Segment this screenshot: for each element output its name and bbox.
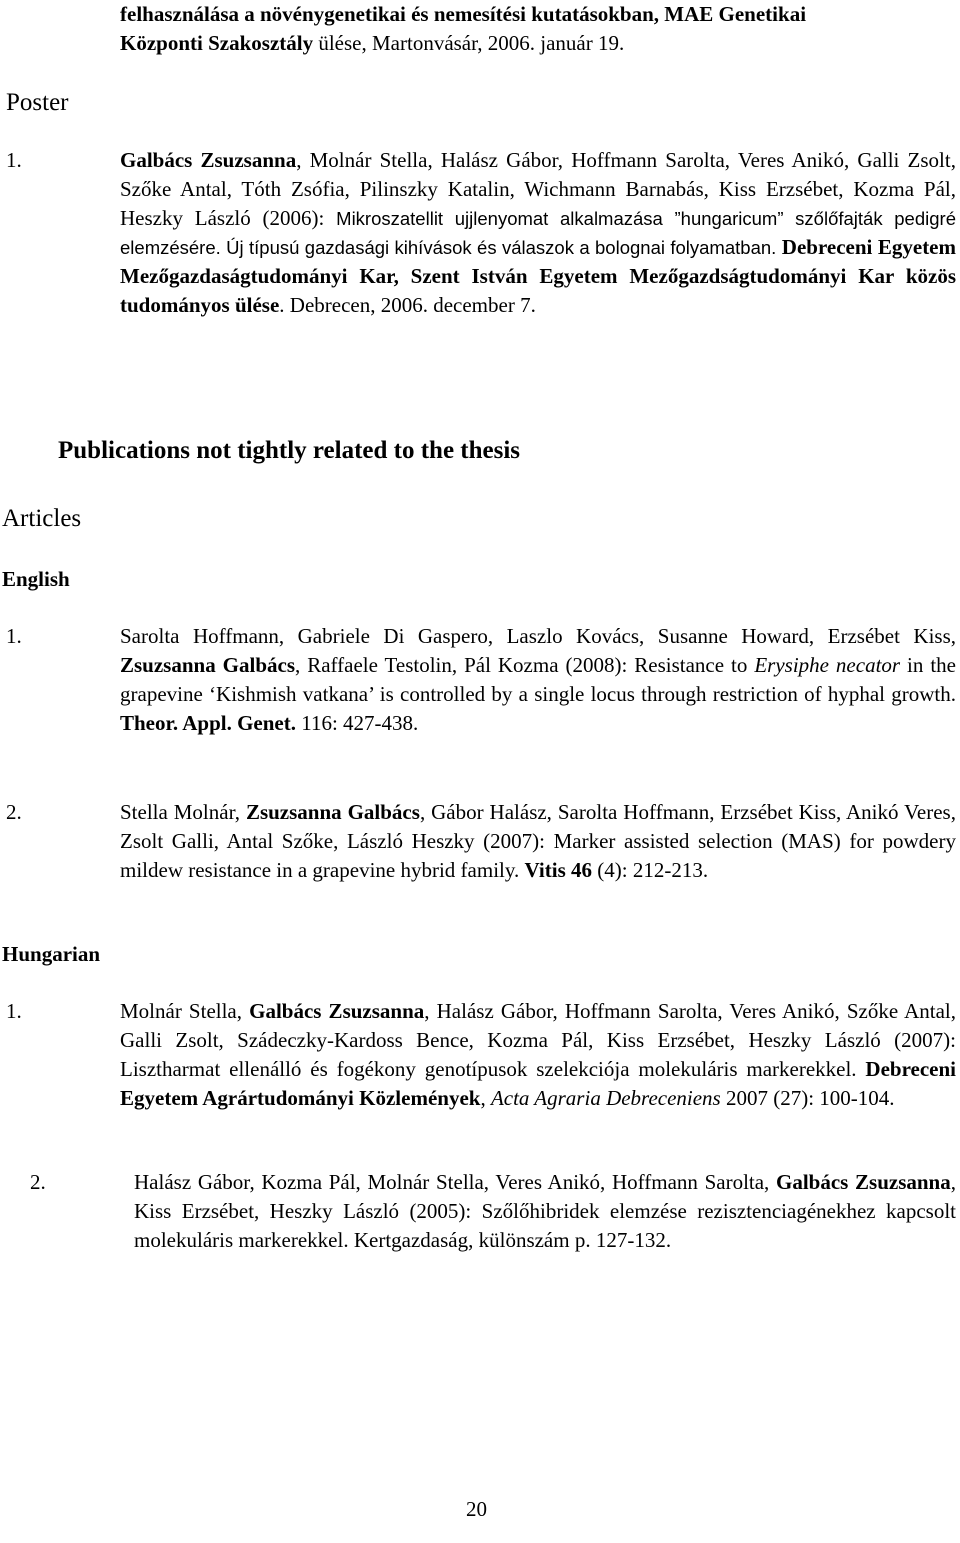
poster-item-authors-bold: Galbács Zsuzsanna [120,148,297,172]
hungarian-item [120,997,956,1113]
poster-item-title: Mikroszatellit ujjlenyomat alkalmazása ”hungaricum” szőlőfajták pedigré elemzésére. Új típusú gazdasági kihívások és válaszok a bolognai folyamatban. [120,208,956,258]
hungarian-item-text: , [480,1086,491,1110]
english-heading: English [2,567,70,591]
hungarian-item-text: Molnár Stella, [120,999,250,1023]
english-item-text: in the grapevine ‘Kishmish vatkana’ is controlled by a single locus through restriction of hyphal growth. [120,653,956,706]
english-item-number: 1. [6,624,22,648]
publications-heading: Publications not tightly related to the thesis [58,437,521,464]
page-number: 20 [466,1497,487,1521]
continued-reference-bold: felhasználása a növénygenetikai és nemesítési kutatásokban, MAE Genetikai [120,2,807,26]
hungarian-item-text: 2007 (27): 100-104. [720,1086,895,1110]
hungarian-item-number: 1. [6,999,22,1023]
articles-heading: Articles [2,505,82,532]
poster-item [120,146,956,320]
hungarian-item [134,1168,956,1255]
english-item-species-italic: Erysiphe necator [754,653,901,677]
english-item-number: 2. [6,800,22,824]
continued-reference [120,0,956,58]
hungarian-item-text: Halász Gábor, Kozma Pál, Molnár Stella, Veres Anikó, Hoffmann Sarolta, [134,1170,776,1194]
hungarian-heading: Hungarian [2,942,101,966]
english-item [120,798,956,885]
hungarian-item-number: 2. [30,1170,46,1194]
hungarian-item-journal-italic: Acta Agraria Debreceniens [490,1086,721,1110]
continued-reference-rest: ülése, Martonvásár, 2006. január 19. [313,31,625,55]
english-item-author-bold: Zsuzsanna Galbács [245,800,420,824]
poster-item-authors: , Molnár Stella, Halász Gábor, Hoffmann Sarolta, Veres Anikó, Galli Zsolt, Szőke Antal, Tóth Zsófia, Pilinszky Katalin, Wichmann Barnabás, Kiss Erzsébet, Kozma Pál, Heszky László (2006): [120,148,956,230]
hungarian-item-author-bold: Galbács Zsuzsanna [776,1170,951,1194]
poster-item-venue: . Debrecen, 2006. december 7. [279,293,536,317]
english-item-author-bold: Zsuzsanna Galbács [120,653,296,677]
english-item-text: Stella Molnár, [120,800,246,824]
english-item-text: , Gábor Halász, Sarolta Hoffmann, Erzsébet Kiss, Anikó Veres, Zsolt Galli, Antal Szőke, László Heszky (2007): Marker assisted selection (MAS) for powdery mildew resistance in a grapevine hybrid family. [120,800,956,882]
english-item [120,622,956,738]
hungarian-item-text: , Kiss Erzsébet, Heszky László (2005): Szőlőhibridek elemzése rezisztenciagénekhez kapcsolt molekuláris markerekkel. Kertgazdaság, különszám p. 127-132. [134,1170,956,1252]
hungarian-item-text: , Halász Gábor, Hoffmann Sarolta, Veres Anikó, Szőke Antal, Galli Zsolt, Szádeczky-Kardoss Bence, Kozma Pál, Kiss Erzsébet, Heszky László (2007): Lisztharmat ellenálló és fogékony genotípusok szelekciója molekuláris markerekkel. [120,999,956,1081]
hungarian-item-author-bold: Galbács Zsuzsanna [249,999,425,1023]
english-item-journal-bold: Vitis 46 [524,858,592,882]
poster-item-number: 1. [6,148,22,172]
english-item-text: Sarolta Hoffmann, Gabriele Di Gaspero, Laszlo Kovács, Susanne Howard, Erzsébet Kiss, [120,624,956,648]
english-item-text: 116: 427-438. [296,711,419,735]
poster-item-venue-bold: Debreceni Egyetem Mezőgazdaságtudományi Kar, Szent István Egyetem Mezőgazdságtudományi Kar közös tudományos ülése [120,235,956,317]
hungarian-item-journal-bold: Debreceni Egyetem Agrártudományi Közlemények [120,1057,956,1110]
english-item-text: , Raffaele Testolin, Pál Kozma (2008): Resistance to [295,653,755,677]
english-item-text: (4): 212-213. [592,858,709,882]
poster-heading: Poster [6,89,69,116]
english-item-journal-bold: Theor. Appl. Genet. [120,711,296,735]
continued-reference-bold-2: Központi Szakosztály [120,31,314,55]
